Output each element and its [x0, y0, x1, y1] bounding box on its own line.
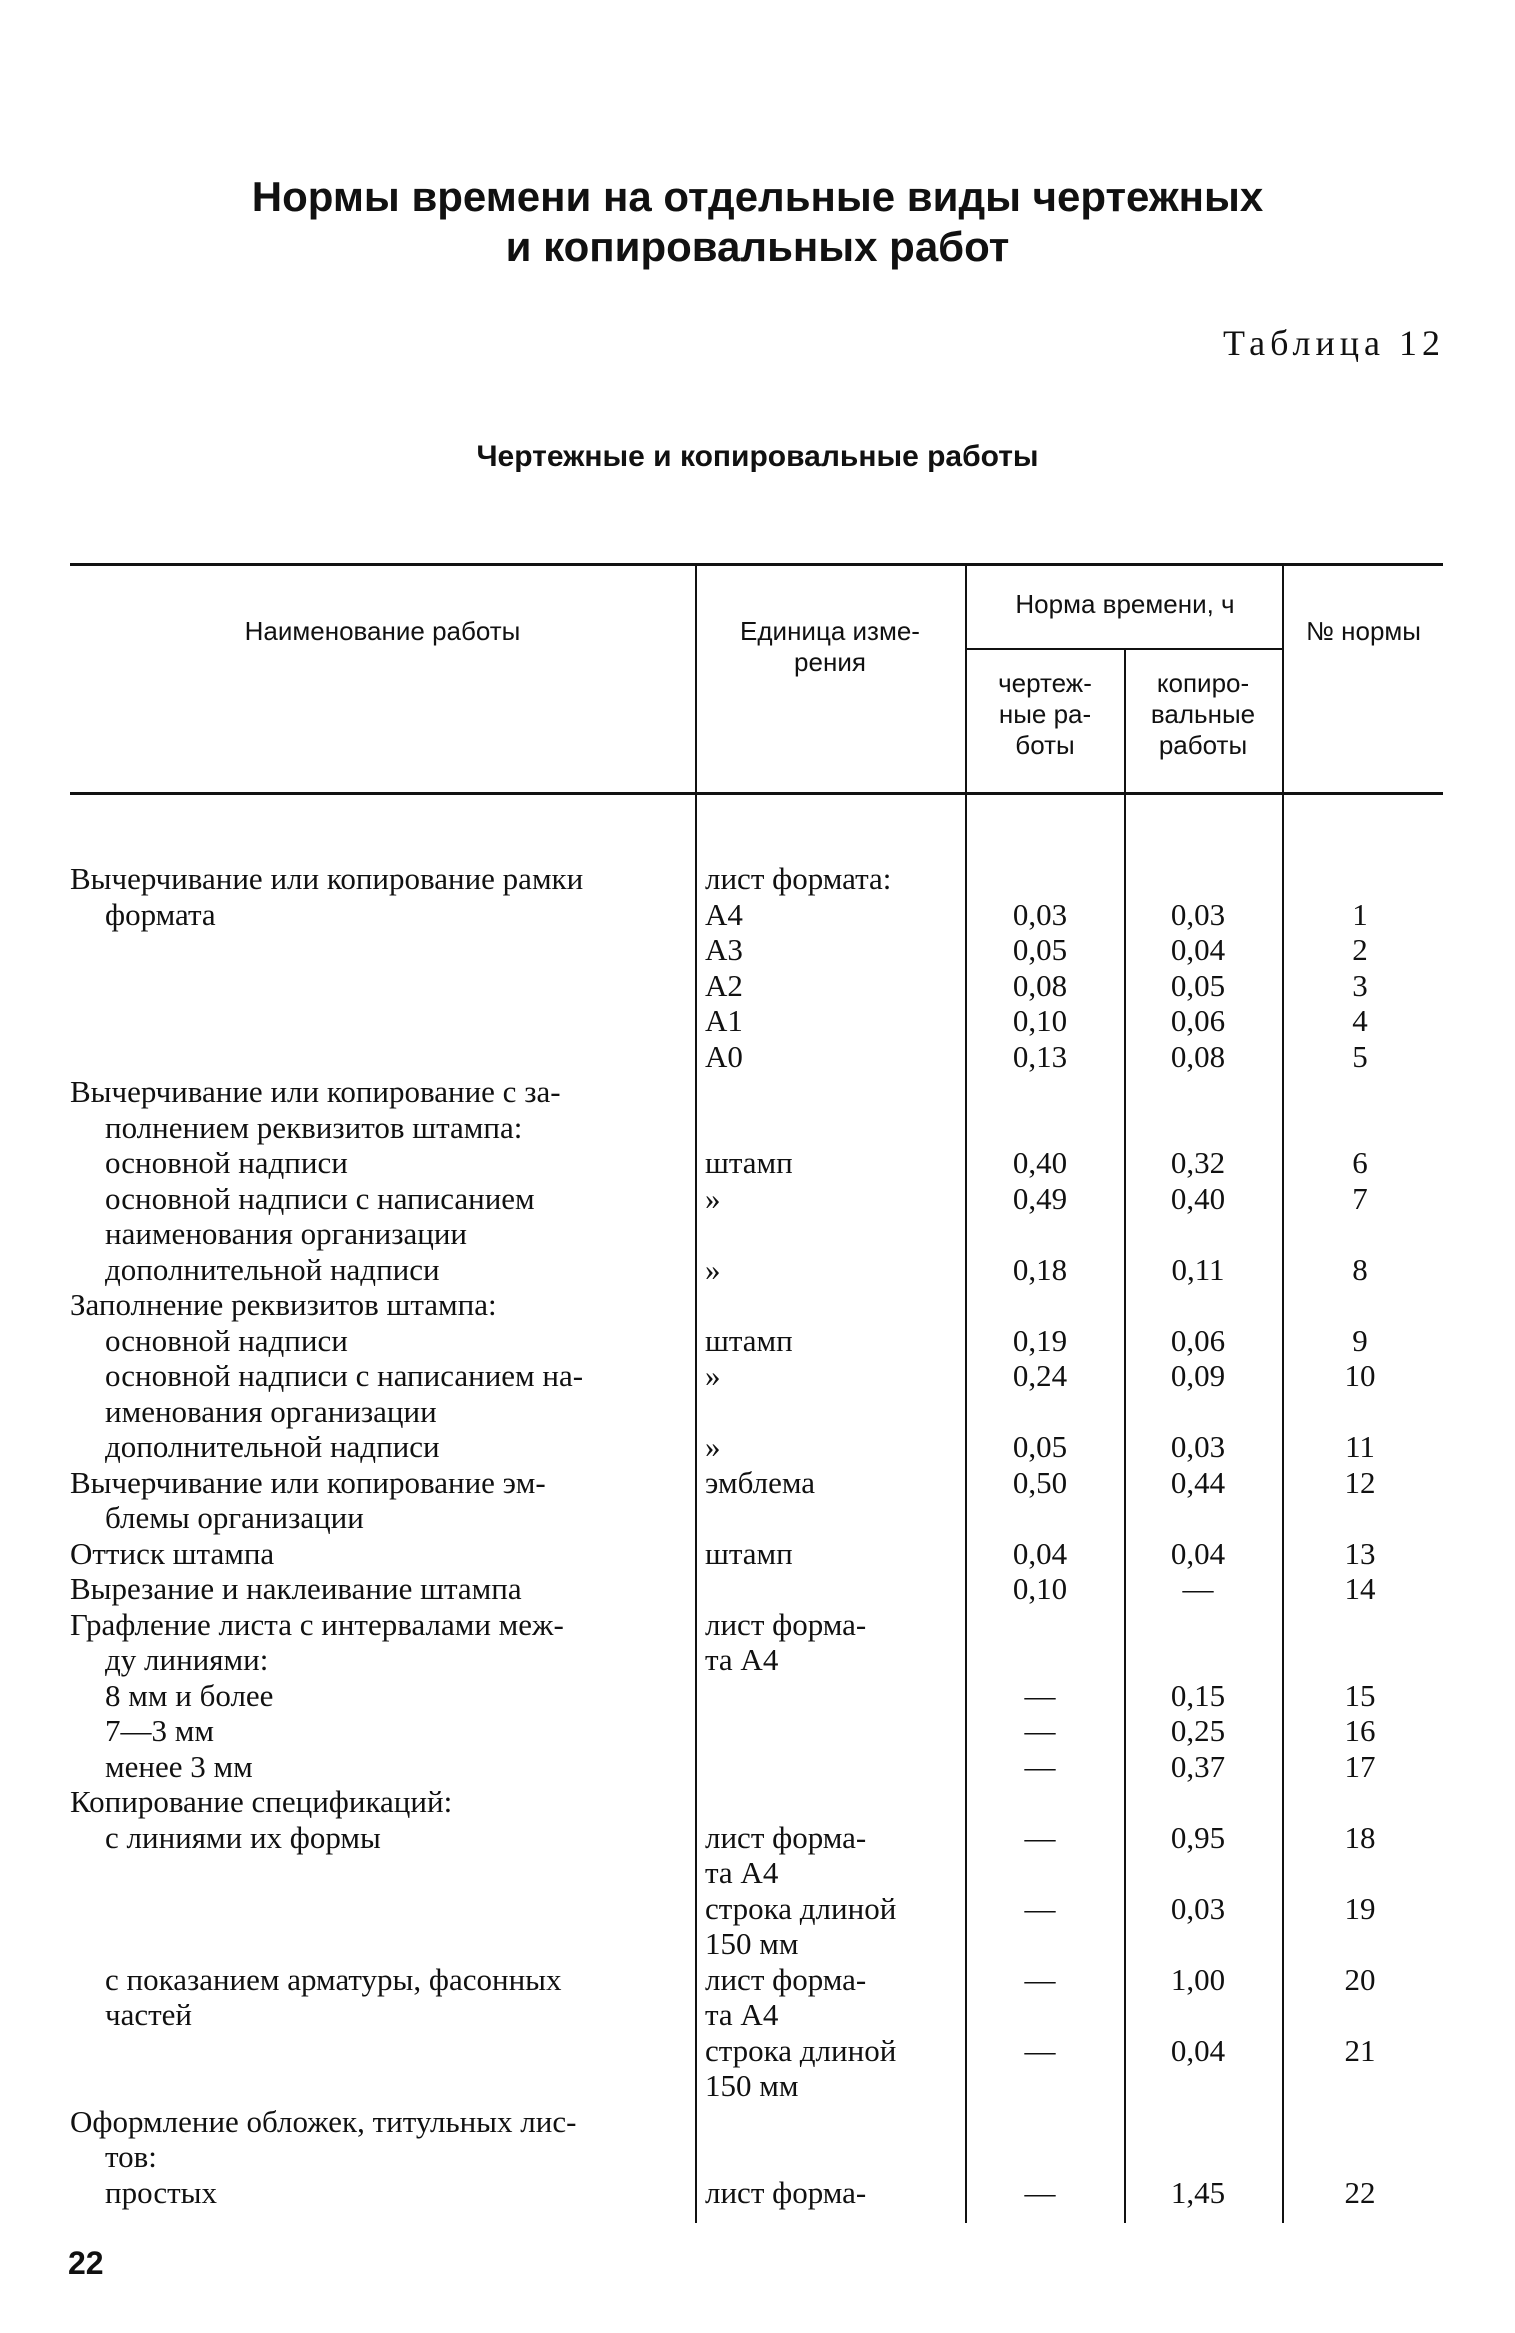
copying-time-cell — [1119, 1110, 1277, 1146]
norm-number-cell: 18 — [1344, 1819, 1376, 1855]
drawing-time-cell: 0,10 — [1012, 1571, 1068, 1606]
unit-cell: штамп — [705, 1535, 793, 1571]
unit-cell — [695, 1784, 961, 1820]
drawing-time-cell — [961, 2104, 1119, 2140]
unit-cell: лист форма- — [705, 1819, 867, 1855]
drawing-time-cell — [961, 1074, 1119, 1110]
table-row — [70, 1962, 1443, 1998]
work-name-cell: 7—3 мм — [105, 1713, 214, 1748]
header-bottom-rule — [70, 792, 1443, 795]
table-row — [70, 1323, 1443, 1359]
table-row — [70, 1465, 1443, 1501]
drawing-time-cell: 0,05 — [1012, 1429, 1068, 1464]
unit-cell: лист форма- — [705, 2174, 867, 2210]
unit-cell — [695, 2104, 961, 2140]
unit-cell: штамп — [705, 1322, 793, 1358]
work-name-cell — [70, 1855, 695, 1891]
work-name-cell: менее 3 мм — [105, 1748, 253, 1784]
work-name-cell: с линиями их формы — [105, 1819, 381, 1855]
copying-time-cell: 0,05 — [1170, 967, 1226, 1003]
norm-number-cell — [1277, 1926, 1443, 1962]
drawing-time-cell: 0,24 — [1012, 1358, 1068, 1393]
work-name-cell: Графление листа с интервалами меж- — [70, 1606, 564, 1642]
norm-number-cell: 20 — [1344, 1961, 1376, 1997]
unit-cell — [695, 2139, 961, 2175]
work-name-cell: полнением реквизитов штампа: — [105, 1109, 523, 1145]
copying-time-cell: 0,44 — [1170, 1464, 1226, 1500]
norm-number-cell — [1277, 1607, 1443, 1643]
unit-cell: А3 — [705, 932, 743, 967]
work-name-cell: формата — [105, 896, 216, 932]
header-unit: Единица изме-рения — [740, 616, 920, 677]
header-number: № нормы — [1306, 616, 1421, 646]
copying-time-cell: 0,04 — [1170, 1535, 1226, 1571]
norm-number-cell — [1277, 1394, 1443, 1430]
norm-number-cell: 16 — [1344, 1713, 1376, 1748]
table-row — [70, 1394, 1443, 1430]
norm-number-cell — [1277, 1287, 1443, 1323]
drawing-time-cell: — — [1024, 1819, 1056, 1855]
copying-time-cell — [1119, 861, 1277, 897]
norm-number-cell: 9 — [1352, 1322, 1368, 1358]
drawing-time-cell — [961, 1926, 1119, 1962]
unit-cell: та А4 — [705, 1997, 779, 2032]
unit-cell: А4 — [705, 896, 743, 932]
drawing-time-cell: — — [1024, 1748, 1056, 1784]
unit-cell: лист формата: — [705, 861, 892, 896]
drawing-time-cell — [961, 1607, 1119, 1643]
drawing-time-cell — [961, 1287, 1119, 1323]
copying-time-cell: 0,03 — [1170, 896, 1226, 932]
unit-cell: лист форма- — [705, 1606, 867, 1642]
copying-time-cell: 0,11 — [1171, 1251, 1225, 1287]
table-row — [70, 1997, 1443, 2033]
table-row — [70, 1287, 1443, 1323]
work-name-cell: ду линиями: — [105, 1642, 269, 1677]
norm-number-cell: 5 — [1352, 1038, 1368, 1074]
table-row — [70, 1252, 1443, 1288]
copying-time-cell — [1119, 1855, 1277, 1891]
norm-number-cell: 7 — [1352, 1180, 1368, 1216]
norm-number-cell: 17 — [1344, 1748, 1376, 1784]
drawing-time-cell: 0,18 — [1012, 1251, 1068, 1287]
drawing-time-cell: — — [1024, 2174, 1056, 2210]
copying-time-cell — [1119, 1607, 1277, 1643]
unit-cell — [695, 1571, 961, 1607]
drawing-time-cell — [961, 1500, 1119, 1536]
table-row — [70, 1145, 1443, 1181]
work-name-cell: Оттиск штампа — [70, 1535, 275, 1571]
norm-number-cell: 21 — [1344, 2032, 1376, 2068]
page-number: 22 — [68, 2245, 104, 2281]
table-label: Таблица 12 — [1223, 323, 1445, 363]
table-row — [70, 1358, 1443, 1394]
work-name-cell: с показанием арматуры, фасонных — [105, 1961, 562, 1997]
work-name-cell: основной надписи с написанием — [105, 1180, 535, 1216]
drawing-time-cell — [961, 1997, 1119, 2033]
drawing-time-cell — [961, 1784, 1119, 1820]
norm-number-cell — [1277, 1074, 1443, 1110]
copying-time-cell: 0,04 — [1170, 2032, 1226, 2068]
work-name-cell: основной надписи с написанием на- — [105, 1358, 584, 1393]
work-name-cell: частей — [105, 1997, 193, 2032]
copying-time-cell — [1119, 1394, 1277, 1430]
table-row — [70, 1571, 1443, 1607]
drawing-time-cell: 0,10 — [1012, 1003, 1068, 1038]
unit-cell: эмблема — [705, 1464, 816, 1500]
work-name-cell: простых — [105, 2174, 217, 2210]
unit-cell — [695, 1749, 961, 1785]
unit-cell: строка длиной — [705, 2032, 897, 2068]
copying-time-cell — [1119, 1642, 1277, 1678]
work-name-cell — [70, 1003, 695, 1039]
copying-time-cell: 0,15 — [1170, 1677, 1226, 1713]
work-name-cell — [70, 1039, 695, 1075]
norm-number-cell: 11 — [1345, 1429, 1375, 1464]
unit-cell — [695, 1678, 961, 1714]
unit-cell: » — [705, 1251, 721, 1287]
drawing-time-cell: 0,50 — [1012, 1464, 1068, 1500]
norm-number-cell: 14 — [1344, 1571, 1376, 1606]
work-name-cell: дополнительной надписи — [105, 1251, 440, 1287]
unit-cell — [695, 1216, 961, 1252]
drawing-time-cell: — — [1024, 1713, 1056, 1748]
unit-cell: 150 мм — [705, 2068, 799, 2103]
work-name-cell: 8 мм и более — [105, 1677, 274, 1713]
unit-cell: строка длиной — [705, 1890, 897, 1926]
norm-number-cell — [1277, 1500, 1443, 1536]
table-row — [70, 1003, 1443, 1039]
unit-cell: » — [705, 1358, 721, 1393]
copying-time-cell — [1119, 1287, 1277, 1323]
copying-time-cell: 0,95 — [1170, 1819, 1226, 1855]
norm-number-cell — [1277, 2104, 1443, 2140]
copying-time-cell — [1119, 1216, 1277, 1252]
unit-cell — [695, 1500, 961, 1536]
drawing-time-cell: — — [1024, 1890, 1056, 1926]
drawing-time-cell: 0,40 — [1012, 1145, 1068, 1180]
copying-time-cell — [1119, 1500, 1277, 1536]
unit-cell — [695, 1074, 961, 1110]
drawing-time-cell: 0,49 — [1012, 1180, 1068, 1216]
table-row — [70, 2139, 1443, 2175]
norm-number-cell: 12 — [1344, 1464, 1376, 1500]
table-row — [70, 932, 1443, 968]
work-name-cell: Оформление обложек, титульных лис- — [70, 2103, 577, 2139]
unit-cell: та А4 — [705, 1642, 779, 1677]
work-name-cell: блемы организации — [105, 1500, 364, 1535]
table-row — [70, 1429, 1443, 1465]
table-row — [70, 1678, 1443, 1714]
norm-number-cell: 19 — [1344, 1890, 1376, 1926]
work-name-cell: Вырезание и наклеивание штампа — [70, 1571, 522, 1606]
unit-cell — [695, 1394, 961, 1430]
work-name-cell — [70, 932, 695, 968]
table-row — [70, 968, 1443, 1004]
table-row — [70, 1855, 1443, 1891]
work-name-cell — [70, 1926, 695, 1962]
table-row — [70, 2033, 1443, 2069]
copying-time-cell: 0,03 — [1170, 1429, 1226, 1464]
header-norm: Норма времени, ч — [1015, 589, 1235, 619]
norm-number-cell — [1277, 1110, 1443, 1146]
table-row — [70, 1642, 1443, 1678]
work-name-cell — [70, 968, 695, 1004]
table-row — [70, 1536, 1443, 1572]
work-name-cell: наименования организации — [105, 1216, 468, 1251]
table-row — [70, 1110, 1443, 1146]
unit-cell — [695, 1713, 961, 1749]
norm-number-cell: 1 — [1352, 896, 1368, 932]
copying-time-cell — [1119, 1074, 1277, 1110]
norm-number-cell — [1277, 2068, 1443, 2104]
norm-number-cell — [1277, 1997, 1443, 2033]
work-name-cell: основной надписи — [105, 1145, 348, 1180]
table-row — [70, 1074, 1443, 1110]
work-name-cell: тов: — [105, 2139, 157, 2174]
norm-number-cell: 22 — [1344, 2174, 1376, 2210]
copying-time-cell: 0,08 — [1170, 1038, 1226, 1074]
work-name-cell — [70, 2068, 695, 2104]
unit-cell: А2 — [705, 967, 743, 1003]
table-body — [70, 861, 1443, 2210]
table-row — [70, 1713, 1443, 1749]
table-row — [70, 1039, 1443, 1075]
copying-time-cell — [1119, 2068, 1277, 2104]
norm-number-cell — [1277, 1784, 1443, 1820]
copying-time-cell: 0,06 — [1170, 1322, 1226, 1358]
norm-number-cell — [1277, 2139, 1443, 2175]
unit-cell: штамп — [705, 1145, 793, 1180]
table-row — [70, 1820, 1443, 1856]
copying-time-cell: 0,03 — [1170, 1890, 1226, 1926]
drawing-time-cell: 0,04 — [1012, 1535, 1068, 1571]
page-title — [0, 172, 1515, 272]
drawing-time-cell — [961, 1110, 1119, 1146]
drawing-time-cell — [961, 861, 1119, 897]
norm-number-cell: 15 — [1344, 1677, 1376, 1713]
copying-time-cell: 0,25 — [1170, 1713, 1226, 1748]
unit-cell: » — [705, 1429, 721, 1464]
norm-number-cell: 2 — [1352, 932, 1368, 967]
work-name-cell: Вычерчивание или копирование с за- — [70, 1074, 561, 1109]
drawing-time-cell: — — [1024, 1677, 1056, 1713]
header-drawing: чертеж-ные ра-боты — [998, 668, 1092, 760]
work-name-cell: Заполнение реквизитов штампа: — [70, 1287, 497, 1322]
work-name-cell — [70, 2033, 695, 2069]
unit-cell: та А4 — [705, 1855, 779, 1890]
copying-time-cell — [1119, 2104, 1277, 2140]
drawing-time-cell — [961, 1642, 1119, 1678]
copying-time-cell: 0,06 — [1170, 1003, 1226, 1038]
table-row — [70, 1749, 1443, 1785]
drawing-time-cell — [961, 2139, 1119, 2175]
header-name: Наименование работы — [244, 616, 521, 646]
drawing-time-cell: 0,19 — [1012, 1322, 1068, 1358]
copying-time-cell — [1119, 2139, 1277, 2175]
unit-cell — [695, 1110, 961, 1146]
work-name-cell: основной надписи — [105, 1322, 348, 1358]
norm-number-cell — [1277, 1642, 1443, 1678]
copying-time-cell: 1,00 — [1170, 1961, 1226, 1997]
table-row — [70, 897, 1443, 933]
table-top-rule — [70, 563, 1443, 566]
table-row — [70, 2175, 1443, 2211]
table-row — [70, 2104, 1443, 2140]
drawing-time-cell — [961, 1855, 1119, 1891]
drawing-time-cell — [961, 2068, 1119, 2104]
norm-number-cell — [1277, 861, 1443, 897]
norm-number-cell: 13 — [1344, 1535, 1376, 1571]
copying-time-cell: 0,32 — [1170, 1145, 1226, 1180]
drawing-time-cell: 0,13 — [1012, 1038, 1068, 1074]
work-name-cell — [70, 1891, 695, 1927]
work-name-cell: Вычерчивание или копирование эм- — [70, 1464, 546, 1500]
copying-time-cell: 0,04 — [1170, 932, 1226, 967]
norm-number-cell: 4 — [1352, 1003, 1368, 1038]
table-row — [70, 861, 1443, 897]
norm-number-cell — [1277, 1216, 1443, 1252]
unit-cell: 150 мм — [705, 1926, 799, 1961]
table-row — [70, 1500, 1443, 1536]
work-name-cell: Вычерчивание или копирование рамки — [70, 861, 584, 896]
table-row — [70, 2068, 1443, 2104]
title-line-2: и копировальных работ — [505, 223, 1010, 270]
table-row — [70, 1926, 1443, 1962]
unit-cell: А1 — [705, 1003, 743, 1038]
unit-cell: » — [705, 1180, 721, 1216]
work-name-cell: именования организации — [105, 1393, 437, 1429]
copying-time-cell: 0,40 — [1170, 1180, 1226, 1216]
copying-time-cell — [1119, 1926, 1277, 1962]
title-line-1: Нормы времени на отдельные виды чертежных — [251, 173, 1264, 220]
norm-number-cell: 3 — [1352, 967, 1368, 1003]
unit-cell — [695, 1287, 961, 1323]
drawing-time-cell — [961, 1394, 1119, 1430]
table-row — [70, 1891, 1443, 1927]
table-row — [70, 1216, 1443, 1252]
drawing-time-cell: — — [1024, 1961, 1056, 1997]
drawing-time-cell — [961, 1216, 1119, 1252]
drawing-time-cell: 0,08 — [1012, 967, 1068, 1003]
copying-time-cell: 0,09 — [1170, 1358, 1226, 1393]
unit-cell: А0 — [705, 1038, 743, 1074]
norm-number-cell: 6 — [1352, 1145, 1368, 1180]
drawing-time-cell: 0,05 — [1012, 932, 1068, 967]
drawing-time-cell: — — [1024, 2032, 1056, 2068]
norm-number-cell — [1277, 1855, 1443, 1891]
unit-cell: лист форма- — [705, 1961, 867, 1997]
copying-time-cell: 0,37 — [1170, 1748, 1226, 1784]
table-subtitle: Чертежные и копировальные работы — [476, 440, 1039, 473]
copying-time-cell: 1,45 — [1170, 2174, 1226, 2210]
work-name-cell: Копирование спецификаций: — [70, 1784, 453, 1819]
copying-time-cell — [1119, 1784, 1277, 1820]
work-name-cell: дополнительной надписи — [105, 1429, 440, 1464]
drawing-time-cell: 0,03 — [1012, 896, 1068, 932]
table-row — [70, 1784, 1443, 1820]
norm-number-cell: 10 — [1344, 1358, 1376, 1393]
norm-number-cell: 8 — [1352, 1251, 1368, 1287]
copying-time-cell — [1119, 1997, 1277, 2033]
header-copying: копиро-вальные работы — [1150, 668, 1256, 760]
table-row — [70, 1607, 1443, 1643]
copying-time-cell: — — [1182, 1571, 1214, 1606]
table-row — [70, 1181, 1443, 1217]
